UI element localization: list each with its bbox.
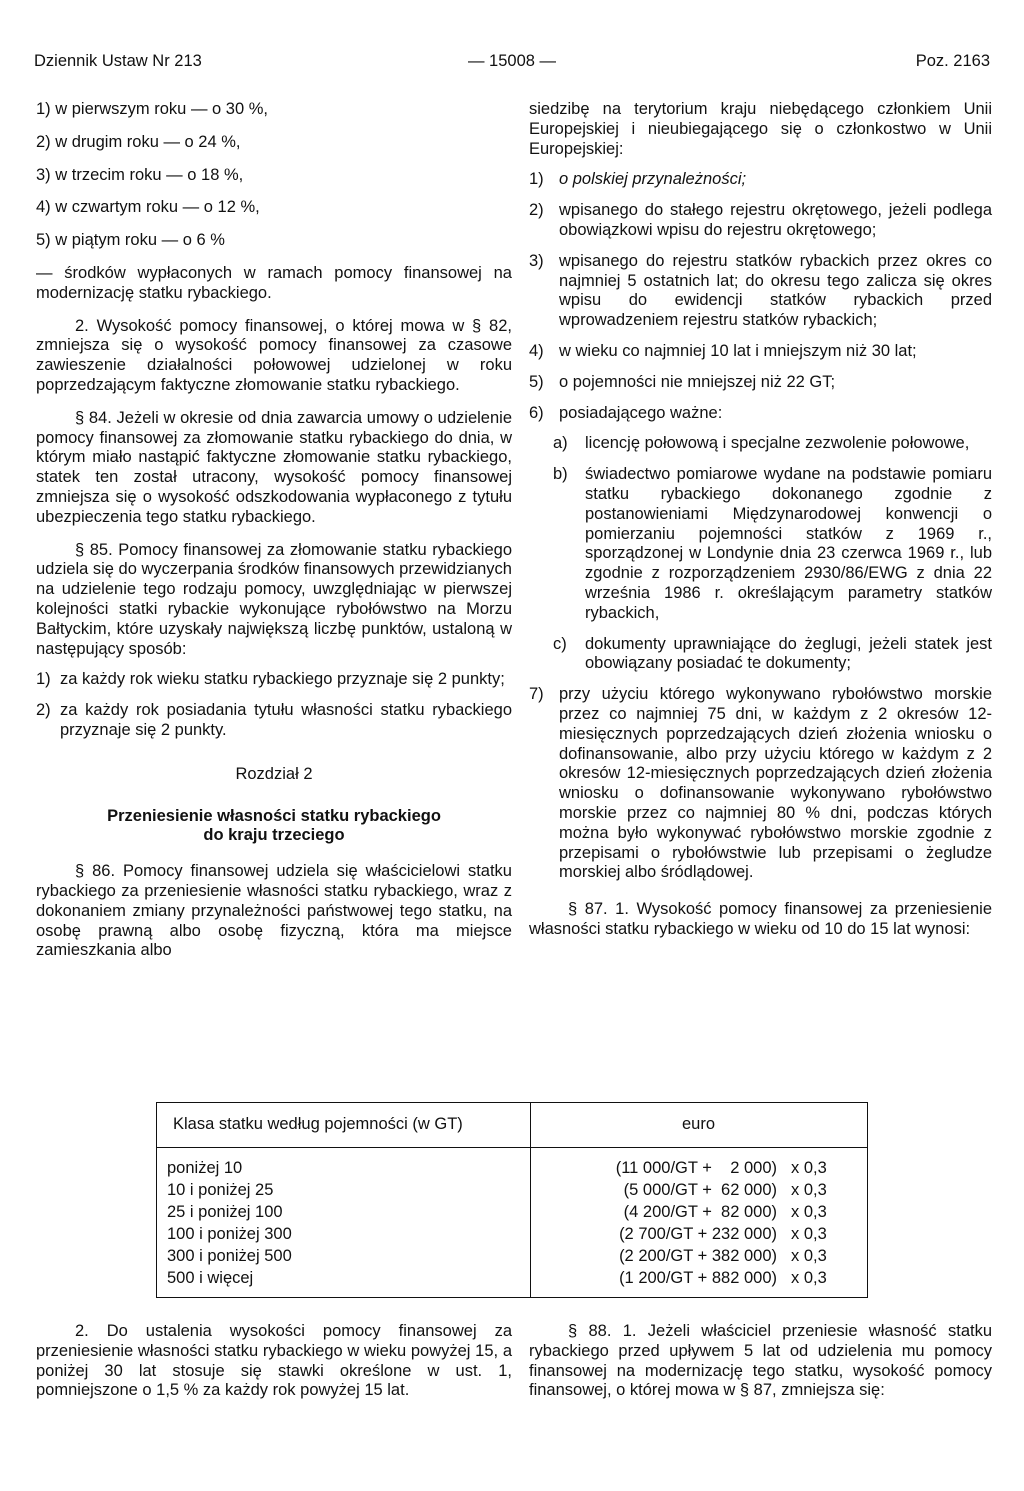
item-text: o polskiej przynależności; xyxy=(559,170,747,189)
list-item xyxy=(36,701,512,741)
cell-multiplier: x 0,3 xyxy=(791,1225,827,1243)
paragraph-2: 2. Wysokość pomocy finansowej, o której mowa w § 82, zmniejsza się o wysokość pomocy finansowej za czasowe zawieszenie działalności połowowej udzielonej w roku poprzedzającym faktyczne złomowanie statku rybackiego. xyxy=(36,316,512,394)
position-number: Poz. 2163 xyxy=(915,52,990,70)
list-item xyxy=(529,373,992,393)
list-item xyxy=(529,252,992,331)
item-text: za każdy rok wieku statku rybackiego przyznaje się 2 punkty; xyxy=(60,670,505,689)
list-item: 3) w trzecim roku — o 18 %, xyxy=(36,165,244,184)
table-body xyxy=(157,1157,867,1289)
item-text: posiadającego ważne: xyxy=(559,403,723,422)
left-column xyxy=(36,100,512,961)
item-number: 2) xyxy=(529,201,544,220)
paragraph-86: § 86. Pomocy finansowej udziela się właścicielowi statku rybackiego za przeniesienie własności statku rybackiego, wraz z dokonaniem zmiany przynależności państwowej tego statku, na osobę prawną albo osobę fizyczną, która ma miejsce zamieszkania albo xyxy=(36,862,512,960)
item-text: wpisanego do rejestru statków rybackich przez okres co najmniej 5 ostatnich lat; do okresu tego zalicza się okres wpisu do ewidencji statków rybackich przed wprowadzeniem rejestru statków rybackich; xyxy=(559,251,992,330)
cell-multiplier: x 0,3 xyxy=(791,1247,827,1265)
cell-class: 300 i poniżej 500 xyxy=(167,1247,292,1265)
item-number: 2) xyxy=(36,701,51,720)
cell-multiplier: x 0,3 xyxy=(791,1159,827,1177)
table-row xyxy=(157,1267,867,1289)
table-row xyxy=(157,1245,867,1267)
item-number: 3) xyxy=(529,251,544,270)
item-letter: a) xyxy=(553,434,568,453)
table-row xyxy=(157,1157,867,1179)
cell-formula: (11 000/GT + 2 000) xyxy=(615,1159,777,1177)
item-text: o pojemności nie mniejszej niż 22 GT; xyxy=(559,372,836,391)
cell-class: 25 i poniżej 100 xyxy=(167,1203,283,1221)
table-row xyxy=(157,1201,867,1223)
sub-item xyxy=(529,635,992,675)
table-header-class: Klasa statku według pojemności (w GT) xyxy=(173,1115,463,1133)
paragraph-85: § 85. Pomocy finansowej za złomowanie statku rybackiego udziela się do wyczerpania środków finansowych przewidzianych na udzielenie tego rodzaju pomocy, uwzględniając w pierwszej kolejności statki rybackie wykonujące rybołówstwo na Morzu Bałtyckim, które uzyskały największą liczbę punktów, ustaloną w następujący sposób: xyxy=(36,540,512,658)
item-text: za każdy rok posiadania tytułu własności statku rybackiego przyznaje się 2 punkty. xyxy=(60,701,512,739)
item-number: 1) xyxy=(36,670,51,689)
item-text: świadectwo pomiarowe wydane na podstawie pomiaru statku rybackiego dokonanego zgodnie z postanowieniami Międzynarodowej konwencji o pomierzaniu pojemności statków z 1969 r., sporządzonej w Londynie dnia 23 czerwca 1969 r., lub zgodnie z rozporządzeniem 2930/86/EWG z dnia 22 września 1986 r. określającym parametry statków rybackich, xyxy=(585,465,992,622)
sub-item xyxy=(529,465,992,623)
page-header xyxy=(34,52,990,74)
list-tail: — środków wypłaconych w ramach pomocy finansowej na modernizację statku rybackiego. xyxy=(36,263,512,302)
cell-class: 10 i poniżej 25 xyxy=(167,1181,274,1199)
sub-item xyxy=(529,434,992,454)
cell-multiplier: x 0,3 xyxy=(791,1181,827,1199)
item-number: 6) xyxy=(529,403,544,422)
item-text: w wieku co najmniej 10 lat i mniejszym niż 30 lat; xyxy=(559,341,917,360)
paragraph-86-continued: siedzibę na terytorium kraju niebędącego członkiem Unii Europejskiej i nieubiegającego się o członkostwo w Unii Europejskiej: xyxy=(529,100,992,158)
item-letter: b) xyxy=(553,465,568,484)
item-text: licencję połowową i specjalne zezwolenie połowowe, xyxy=(585,434,970,453)
cell-class: 100 i poniżej 300 xyxy=(167,1225,292,1243)
table-header-euro: euro xyxy=(681,1115,716,1133)
page-number: — 15008 — xyxy=(467,52,557,70)
item-text: wpisanego do stałego rejestru okrętowego, jeżeli podlega obowiązkowi wpisu do rejestru okrętowego; xyxy=(559,201,992,239)
item-number: 7) xyxy=(529,685,544,704)
list-item: 1) w pierwszym roku — o 30 %, xyxy=(36,100,268,118)
list-item xyxy=(529,685,992,883)
cell-formula: (5 000/GT + 62 000) xyxy=(623,1181,777,1199)
list-item xyxy=(529,342,992,362)
list-item: 5) w piątym roku — o 6 % xyxy=(36,231,225,250)
item-text: dokumenty uprawniające do żeglugi, jeżeli statek jest obowiązany posiadać te dokumenty; xyxy=(585,634,992,673)
chapter-title-line-1: Przeniesienie własności statku rybackiego xyxy=(107,806,441,825)
list-item xyxy=(529,170,992,190)
item-number: 1) xyxy=(529,170,544,189)
table-row xyxy=(157,1223,867,1245)
chapter-title-line-2: do kraju trzeciego xyxy=(203,826,345,845)
list-item: 2) w drugim roku — o 24 %, xyxy=(36,132,241,151)
table-header-divider xyxy=(157,1147,867,1148)
journal-title: Dziennik Ustaw Nr 213 xyxy=(34,52,202,70)
cell-multiplier: x 0,3 xyxy=(791,1203,827,1221)
right-column xyxy=(529,100,992,940)
paragraph-84: § 84. Jeżeli w okresie od dnia zawarcia umowy o udzielenie pomocy finansowej za złomowanie statku rybackiego do dnia, w którym miało nastąpić faktyczne złomowanie statku rybackiego, statek ten został utracony, wysokość pomocy finansowej zmniejsza się o wysokość odszkodowania wypłaconego z tytułu ubezpieczenia tego statku rybackiego. xyxy=(36,408,512,526)
rates-table xyxy=(156,1102,868,1298)
chapter-number: Rozdział 2 xyxy=(235,764,313,783)
list-item xyxy=(529,201,992,241)
table-row xyxy=(157,1179,867,1201)
cell-class: poniżej 10 xyxy=(167,1159,243,1177)
paragraph-87: § 87. 1. Wysokość pomocy finansowej za przeniesienie własności statku rybackiego w wieku od 10 do 15 lat wynosi: xyxy=(529,900,992,938)
item-number: 5) xyxy=(529,372,544,391)
cell-formula: (2 200/GT + 382 000) xyxy=(619,1247,777,1265)
cell-formula: (4 200/GT + 82 000) xyxy=(623,1203,777,1221)
list-item: 4) w czwartym roku — o 12 %, xyxy=(36,198,260,217)
cell-formula: (2 700/GT + 232 000) xyxy=(619,1225,777,1243)
item-text: przy użyciu którego wykonywano rybołówstwo morskie przez co najmniej 75 dni, w każdym z 2 okresów 12-miesięcznych poprzedzających dzień złożenia wniosku o dofinansowanie, albo przy użyciu którego w każdym z 2 okresów 12-miesięcznych poprzedzających dzień złożenia wniosku o dofinansowanie wykonywano rybołówstwo morskie przez co najmniej 80 % dni, podczas których można było wykonywać rybołówstwo morskie zgodnie z przepisami o rybołówstwie lub przepisami o żegludze morskiej albo śródlądowej. xyxy=(559,685,992,882)
cell-multiplier: x 0,3 xyxy=(791,1269,827,1287)
cell-class: 500 i więcej xyxy=(167,1269,254,1287)
paragraph-88: § 88. 1. Jeżeli właściciel przeniesie własność statku rybackiego przed upływem 5 lat od udzielenia mu pomocy finansowej na modernizację tego statku, wysokość pomocy finansowej, o której mowa w § 87, zmniejsza się: xyxy=(529,1322,992,1400)
list-item xyxy=(36,670,512,690)
paragraph-87-2: 2. Do ustalenia wysokości pomocy finansowej za przeniesienie własności statku rybackiego w wieku powyżej 15, a poniżej 30 lat stosuje się stawki określone w ust. 1, pomniejszone o 1,5 % za każdy rok powyżej 15 lat. xyxy=(36,1322,512,1400)
item-letter: c) xyxy=(553,634,567,653)
item-number: 4) xyxy=(529,341,544,360)
cell-formula: (1 200/GT + 882 000) xyxy=(619,1269,777,1287)
list-item xyxy=(529,404,992,424)
